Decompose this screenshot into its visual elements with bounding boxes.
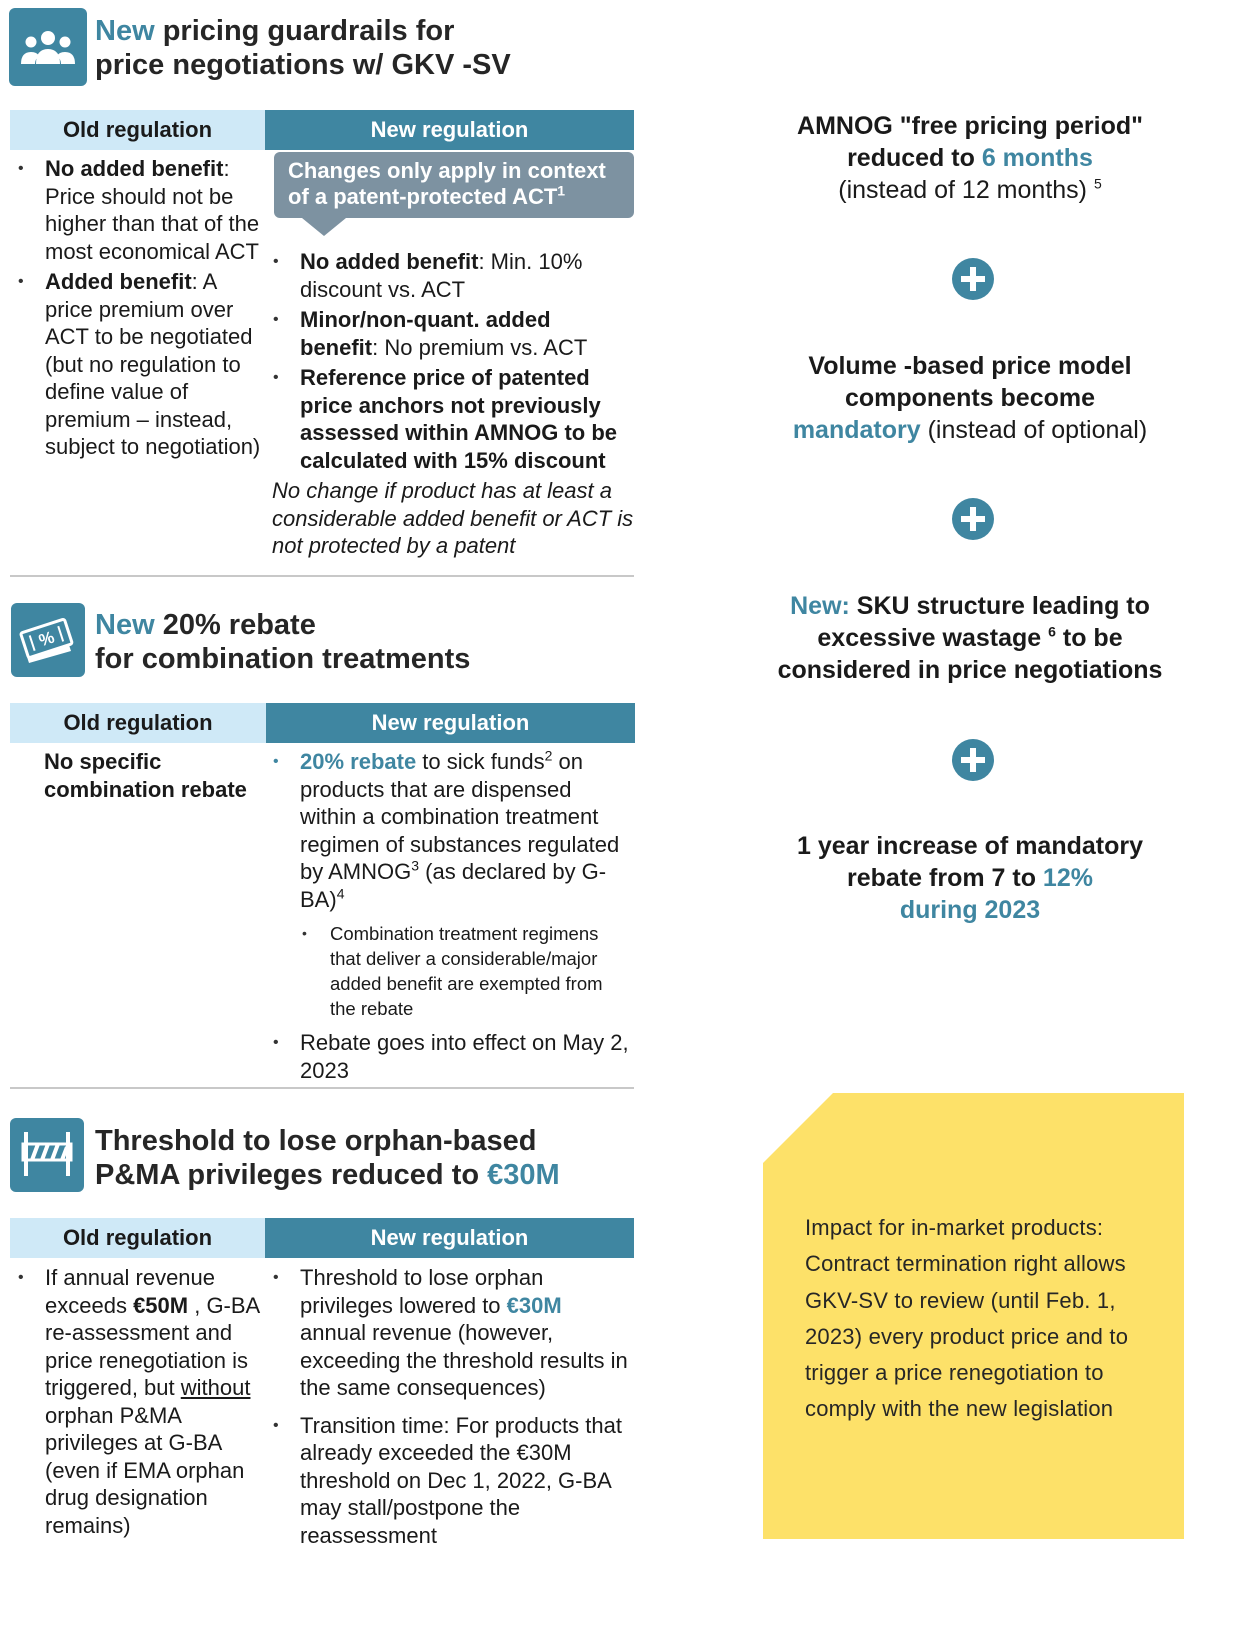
sku-structure-block: New: SKU structure leading to excessive wastage $^6$ to be considered in price negotiations <box>777 592 1163 684</box>
list-item: • 20% rebate to sick funds$^2$ on products that are dispensed within a combination treatment regimen of substances regulated by AMNOG$^3$ (as declared by G-BA)$^4$ • Combination treatment regimens that deliver a considerable/major added benefit are exempted from the rebate <box>265 748 630 1021</box>
divider <box>10 1087 634 1089</box>
people-group-icon <box>9 8 87 86</box>
section3-new-header: New regulation <box>265 1218 634 1258</box>
section1-new-column <box>265 248 634 560</box>
section1-new-header: New regulation <box>265 110 634 150</box>
section3-old-header: Old regulation <box>10 1218 265 1258</box>
list-item: • Rebate goes into effect on May 2, 2023 <box>265 1029 630 1084</box>
list-item: • No added benefit: Price should not be higher than that of the most economical ACT <box>10 155 265 265</box>
plus-circle-icon <box>952 498 994 540</box>
list-item: • Added benefit: A price premium over ACT to be negotiated (but no regulation to define value of premium – instead, subject to negotiation) <box>10 268 265 461</box>
mandatory-rebate-block: 1 year increase of mandatory rebate from 7 to 12% during 2023 <box>797 832 1143 924</box>
section2-new-header: New regulation <box>266 703 635 743</box>
patent-callout: Changes only apply in context of a patent-protected ACT$^1$ <box>274 152 634 218</box>
barrier-icon <box>10 1118 84 1192</box>
list-item: • Transition time: For products that already exceeded the €30M threshold on Dec 1, 2022, G-BA may stall/postpone the reassessment <box>265 1412 630 1550</box>
section2-old-text: No specific combination rebate <box>44 749 247 802</box>
percent-ticket-icon <box>11 603 85 677</box>
list-item: • If annual revenue exceeds €50M , G-BA re-assessment and price renegotiation is triggered, but without orphan P&MA privileges at G-BA (even if EMA orphan drug designation remains) <box>10 1264 265 1539</box>
list-item: • Reference price of patented price anchors not previously assessed within AMNOG to be calculated with 15% discount <box>265 364 634 474</box>
section3-new-column <box>265 1264 630 1552</box>
no-change-note: No change if product has at least a considerable added benefit or ACT is not protected by a patent <box>272 478 634 558</box>
svg-text:%: % <box>36 627 57 651</box>
plus-circle-icon <box>952 258 994 300</box>
list-item: • No added benefit: Min. 10% discount vs. ACT <box>265 248 634 303</box>
divider <box>10 575 634 577</box>
list-item: • Threshold to lose orphan privileges lowered to €30M annual revenue (however, exceeding the threshold results in the same consequences) <box>265 1264 630 1402</box>
list-item: • Minor/non-quant. added benefit: No premium vs. ACT <box>265 306 634 361</box>
section1-title: New pricing guardrails for price negotiations w/ GKV -SV <box>95 15 511 81</box>
impact-note-text: Impact for in-market products: Contract termination right allows GKV-SV to review (until Feb. 1, 2023) every product price and to trigger a price renegotiation to comply with the new legislation <box>805 1215 1129 1422</box>
section3-old-column <box>10 1264 265 1542</box>
free-pricing-block: AMNOG "free pricing period" reduced to 6 months (instead of 12 months) $^5$ <box>797 112 1143 204</box>
section2-new-column <box>265 748 630 1087</box>
sub-list-item: • Combination treatment regimens that deliver a considerable/major added benefit are exempted from the rebate <box>300 921 630 1021</box>
plus-circle-icon <box>952 739 994 781</box>
section1-old-column <box>10 155 265 464</box>
section3-title: Threshold to lose orphan-based P&MA privileges reduced to €30M <box>95 1125 560 1191</box>
section2-old-header: Old regulation <box>10 703 266 743</box>
section1-old-header: Old regulation <box>10 110 265 150</box>
volume-model-block: Volume -based price model components become mandatory (instead of optional) <box>792 352 1148 444</box>
section2-title: New 20% rebate for combination treatments <box>95 609 471 675</box>
